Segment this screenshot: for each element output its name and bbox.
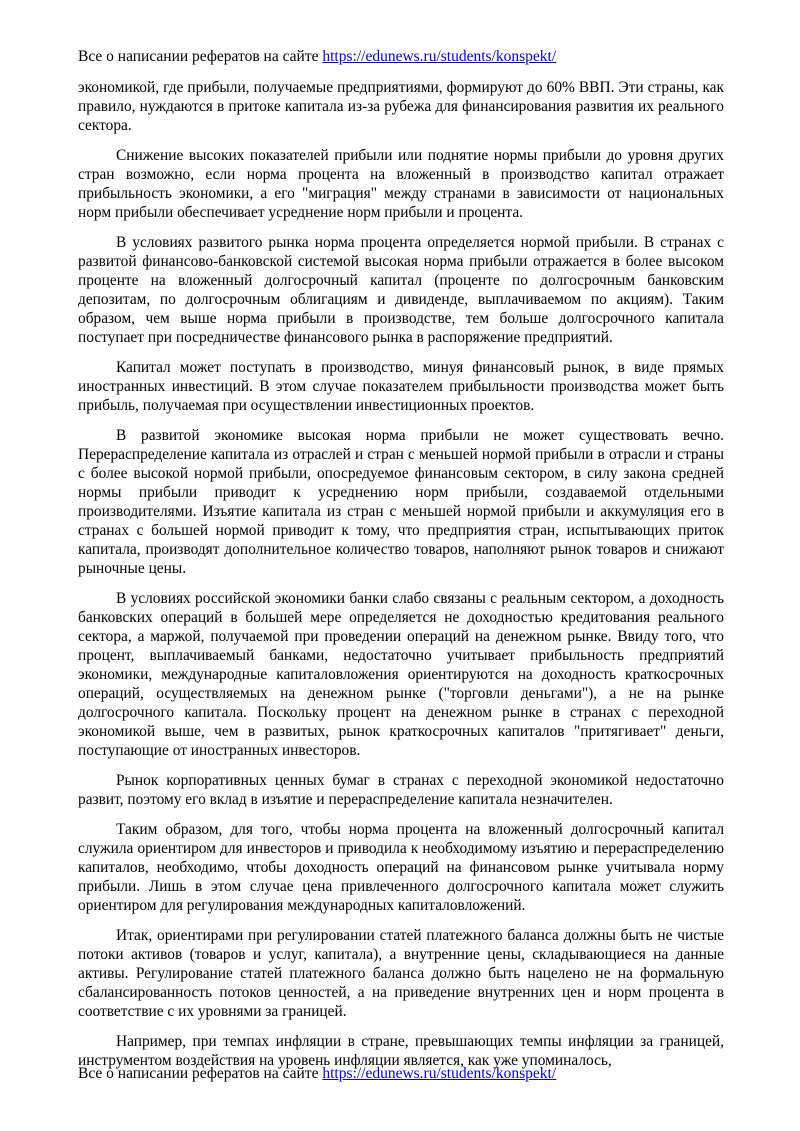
footer-text: Все о написании рефератов на сайте — [78, 1065, 323, 1082]
header-site-link[interactable]: https://edunews.ru/students/konspekt/ — [322, 48, 557, 65]
paragraph-10: Например, при темпах инфляции в стране, превышающих темпы инфляции за границей, инструментом воздействия на уровень инфляции является, как уже упоминалось, — [78, 1033, 724, 1069]
paragraph-4: Капитал может поступать в производство, минуя финансовый рынок, в виде прямых иностранных инвестиций. В этом случае показателем прибыльности производства может быть прибыль, получаемая при осуществлении инвестиционных проектов. — [78, 359, 724, 414]
paragraph-9: Итак, ориентирами при регулировании статей платежного баланса должны быть не чистые потоки активов (товаров и услуг, капитала), а внутренние цены, складывающиеся на данные активы. Регулирование статей платежного баланса должно быть нацелено не на формальную сбалансированность потоков ценностей, а на приведение внутренних цен и норм процента в соответствие с их уровнями за границей. — [78, 927, 724, 1020]
paragraph-7: Рынок корпоративных ценных бумаг в странах с переходной экономикой недостаточно развит, поэтому его вклад в изъятие и перераспределение капитала незначителен. — [78, 772, 724, 808]
paragraph-8: Таким образом, для того, чтобы норма процента на вложенный долгосрочный капитал служила ориентиром для инвесторов и приводила к необходимому изъятию и перераспределению капиталов, необходимо, чтобы доходность операций на финансовом рынке учитывала норму прибыли. Лишь в этом случае цена привлеченного долгосрочного капитала может служить ориентиром для регулирования международных капиталовложений. — [78, 821, 724, 914]
paragraph-1: экономикой, где прибыли, получаемые предприятиями, формируют до 60% ВВП. Эти страны, как правило, нуждаются в притоке капитала из-за рубежа для финансирования развития их реального сектора. — [78, 79, 724, 134]
header-text: Все о написании рефератов на сайте — [78, 48, 323, 65]
paragraph-6: В условиях российской экономики банки слабо связаны с реальным сектором, а доходность банковских операций в большей мере определяется не доходностью кредитования реального сектора, а маржой, получаемой при проведении операций на денежном рынке. Ввиду того, что процент, выплачиваемый банками, недостаточно учитывает прибыльность предприятий экономики, международные капиталовложения ориентируются на доходность краткосрочных операций, осуществляемых на денежном рынке ("торговли деньгами"), а не на рынке долгосрочного капитала. Поскольку процент на денежном рынке в странах с переходной экономикой выше, чем в развитых, рынок краткосрочных капиталов "притягивает" деньги, поступающие от иностранных инвесторов. — [78, 590, 724, 759]
paragraph-2: Снижение высоких показателей прибыли или поднятие нормы прибыли до уровня других стран возможно, если норма процента на вложенный в производство капитал отражает прибыльность экономики, а его "миграция" между странами в зависимости от национальных норм прибыли обеспечивает усреднение норм прибыли и процента. — [78, 147, 724, 221]
document-body — [78, 78, 724, 1081]
paragraph-3: В условиях развитого рынка норма процента определяется нормой прибыли. В странах с развитой финансово-банковской системой высокая норма прибыли отражается в более высоком проценте на вложенный долгосрочный капитал (проценте по долгосрочным банковским депозитам, по долгосрочным облигациям и дивиденде, выплачиваемом по акциям). Таким образом, чем выше норма прибыли в производстве, тем больше долгосрочного капитала поступает при посредничестве финансового рынка в распоряжение предприятий. — [78, 234, 724, 346]
page-header — [78, 47, 556, 67]
page-footer — [78, 1064, 556, 1084]
footer-site-link[interactable]: https://edunews.ru/students/konspekt/ — [322, 1065, 557, 1082]
paragraph-5: В развитой экономике высокая норма прибыли не может существовать вечно. Перераспределение капитала из отраслей и стран с меньшей нормой прибыли в отрасли и страны с более высокой нормой прибыли, опосредуемое финансовым сектором, в силу закона средней нормы прибыли приводит к усреднению норм прибыли, создаваемой отдельными производителями. Изъятие капитала из стран с меньшей нормой прибыли и аккумуляция его в странах с большей нормой приводит к тому, что предприятия стран, испытывающих приток капитала, производят дополнительное количество товаров, наполняют рынок товаров и снижают рыночные цены. — [78, 427, 724, 577]
